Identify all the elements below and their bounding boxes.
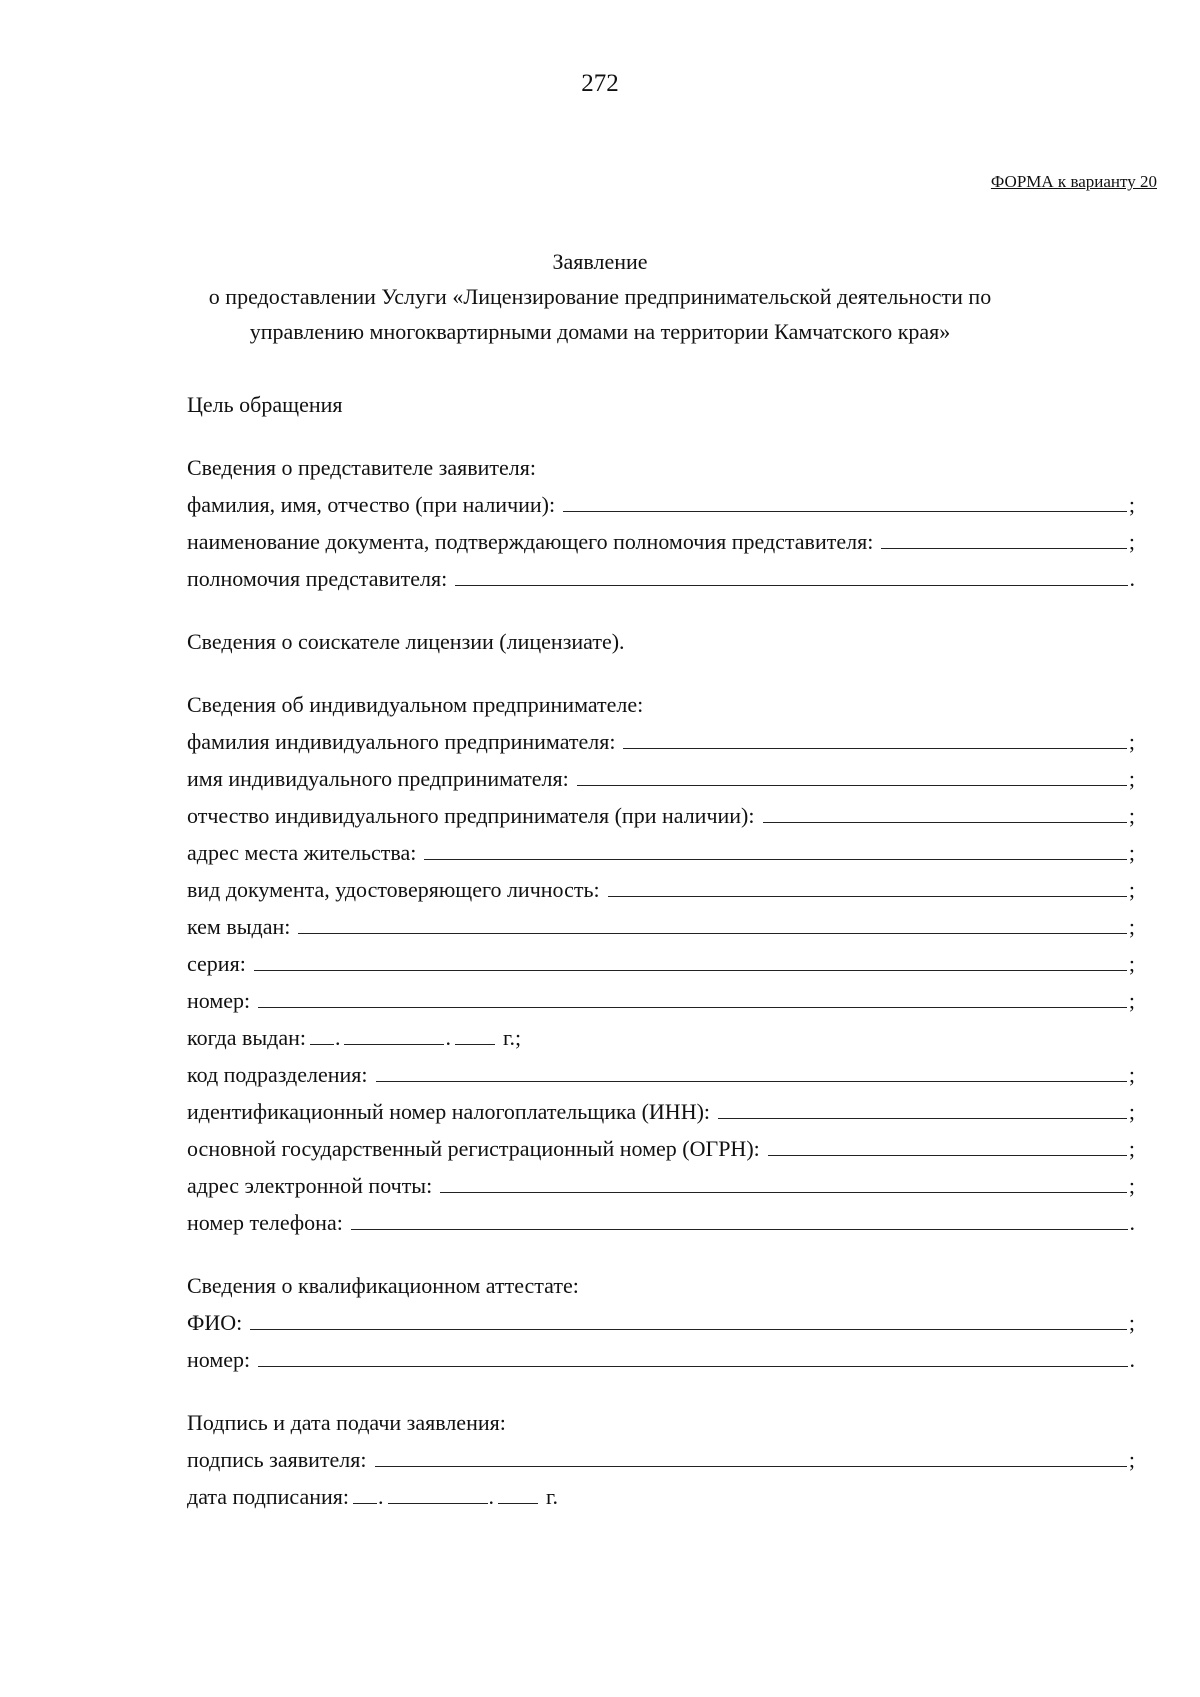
field-label: когда выдан: <box>187 1025 306 1050</box>
field-label: наименование документа, подтверждающего полномочия представителя: <box>187 529 874 554</box>
residence-address-field[interactable]: адрес места жительства: ; <box>187 834 1135 871</box>
field-label: номер: <box>187 1347 251 1372</box>
signature-heading: Подпись и дата подачи заявления: <box>187 1410 506 1435</box>
input-line[interactable] <box>258 985 1127 1008</box>
document-title: Заявление <box>552 249 648 274</box>
input-line[interactable] <box>375 1444 1127 1467</box>
entrepreneur-first-name-field[interactable]: имя индивидуального предпринимателя: ; <box>187 760 1135 797</box>
year-input-line[interactable] <box>455 1022 495 1045</box>
input-line[interactable] <box>254 948 1127 971</box>
certificate-heading: Сведения о квалификационном аттестате: <box>187 1273 579 1298</box>
field-label: полномочия представителя: <box>187 566 448 591</box>
purpose-heading: Цель обращения <box>187 392 343 417</box>
month-input-line[interactable] <box>388 1481 488 1504</box>
field-label: идентификационный номер налогоплательщика (ИНН): <box>187 1099 711 1124</box>
field-label: номер: <box>187 988 251 1013</box>
input-line[interactable] <box>440 1170 1127 1193</box>
input-line[interactable] <box>376 1059 1127 1082</box>
input-line[interactable] <box>455 563 1127 586</box>
id-document-type-field[interactable]: вид документа, удостоверяющего личность: ; <box>187 871 1135 908</box>
field-label: фамилия индивидуального предпринимателя: <box>187 729 616 754</box>
page-number: 272 <box>581 70 619 97</box>
applicant-heading: Сведения о соискателе лицензии (лицензиате). <box>187 629 625 654</box>
input-line[interactable] <box>608 874 1127 897</box>
year-input-line[interactable] <box>498 1481 538 1504</box>
field-label: имя индивидуального предпринимателя: <box>187 766 569 791</box>
certificate-number-field[interactable]: номер: . <box>187 1341 1135 1378</box>
day-input-line[interactable] <box>310 1022 334 1045</box>
input-line[interactable] <box>563 489 1127 512</box>
entrepreneur-patronymic-field[interactable]: отчество индивидуального предпринимателя (при наличии): ; <box>187 797 1135 834</box>
document-subtitle: о предоставлении Услуги «Лицензирование предпринимательской деятельности по управлению многоквартирными домами на территории Камчатского края» <box>208 284 992 344</box>
input-line[interactable] <box>623 726 1126 749</box>
representative-authority-field[interactable]: полномочия представителя: . <box>187 560 1135 597</box>
input-line[interactable] <box>351 1207 1128 1230</box>
ogrn-field[interactable]: основной государственный регистрационный номер (ОГРН): ; <box>187 1130 1135 1167</box>
input-line[interactable] <box>577 763 1127 786</box>
certificate-name-field[interactable]: ФИО: ; <box>187 1304 1135 1341</box>
division-code-field[interactable]: код подразделения: ; <box>187 1056 1135 1093</box>
field-label: фамилия, имя, отчество (при наличии): <box>187 492 556 517</box>
representative-name-field[interactable]: фамилия, имя, отчество (при наличии): ; <box>187 486 1135 523</box>
representative-document-field[interactable]: наименование документа, подтверждающего полномочия представителя: ; <box>187 523 1135 560</box>
field-label: адрес электронной почты: <box>187 1173 433 1198</box>
field-label: вид документа, удостоверяющего личность: <box>187 877 600 902</box>
inn-field[interactable]: идентификационный номер налогоплательщика (ИНН): ; <box>187 1093 1135 1130</box>
input-line[interactable] <box>424 837 1126 860</box>
entrepreneur-surname-field[interactable]: фамилия индивидуального предпринимателя: ; <box>187 723 1135 760</box>
input-line[interactable] <box>763 800 1127 823</box>
signing-date-field[interactable]: дата подписания: . . г. <box>187 1478 1135 1515</box>
day-input-line[interactable] <box>353 1481 377 1504</box>
field-label: основной государственный регистрационный номер (ОГРН): <box>187 1136 760 1161</box>
input-line[interactable] <box>768 1133 1127 1156</box>
phone-field[interactable]: номер телефона: . <box>187 1204 1135 1241</box>
email-field[interactable]: адрес электронной почты: ; <box>187 1167 1135 1204</box>
applicant-signature-field[interactable]: подпись заявителя: ; <box>187 1441 1135 1478</box>
field-label: номер телефона: <box>187 1210 343 1235</box>
input-line[interactable] <box>298 911 1127 934</box>
entrepreneur-heading: Сведения об индивидуальном предпринимателе: <box>187 692 644 717</box>
month-input-line[interactable] <box>344 1022 444 1045</box>
input-line[interactable] <box>258 1344 1127 1367</box>
series-field[interactable]: серия: ; <box>187 945 1135 982</box>
field-label: отчество индивидуального предпринимателя (при наличии): <box>187 803 755 828</box>
issued-by-field[interactable]: кем выдан: ; <box>187 908 1135 945</box>
document-number-field[interactable]: номер: ; <box>187 982 1135 1019</box>
form-body <box>187 386 1135 1515</box>
issue-date-field[interactable]: когда выдан: . . г.; <box>187 1019 1135 1056</box>
field-label: адрес места жительства: <box>187 840 417 865</box>
field-label: подпись заявителя: <box>187 1447 367 1472</box>
field-label: дата подписания: <box>187 1484 349 1509</box>
representative-heading: Сведения о представителе заявителя: <box>187 455 536 480</box>
input-line[interactable] <box>250 1307 1127 1330</box>
input-line[interactable] <box>718 1096 1127 1119</box>
field-label: серия: <box>187 951 246 976</box>
form-reference: ФОРМА к варианту 20 <box>990 172 1157 191</box>
field-label: кем выдан: <box>187 914 291 939</box>
field-label: ФИО: <box>187 1310 243 1335</box>
field-label: код подразделения: <box>187 1062 368 1087</box>
input-line[interactable] <box>881 526 1127 549</box>
